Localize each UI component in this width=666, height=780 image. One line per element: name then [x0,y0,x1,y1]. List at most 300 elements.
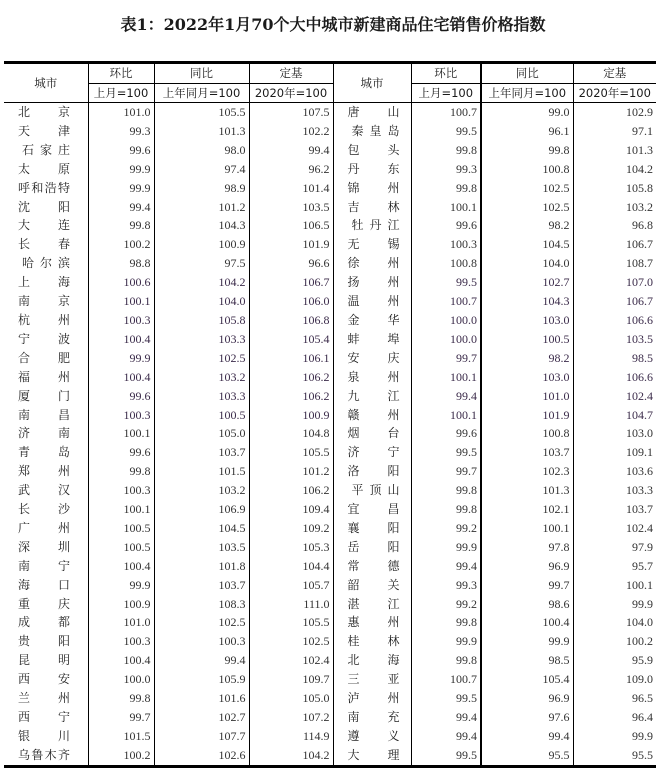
fixed-index-right: 103.3 [573,481,656,500]
yoy-index-left: 103.2 [154,368,249,387]
fixed-index-right: 99.9 [573,727,656,746]
table-body [4,103,656,767]
yoy-index-right: 98.5 [481,651,573,670]
city-name-left [4,254,88,273]
city-name-right [333,727,411,746]
yoy-index-right: 99.7 [481,576,573,595]
table-row [4,330,656,349]
yoy-index-right: 97.8 [481,538,573,557]
table-row [4,160,656,179]
city-label: 南昌 [18,407,70,422]
fixed-index-right: 106.7 [573,292,656,311]
yoy-index-left: 104.5 [154,519,249,538]
yoy-index-left: 103.3 [154,330,249,349]
city-name-left [4,727,88,746]
yoy-index-right: 96.9 [481,689,573,708]
fixed-index-right: 97.1 [573,122,656,141]
header-yoy-base-right: 上年同月=100 [481,84,573,103]
city-name-left [4,235,88,254]
city-label: 襄阳 [347,520,400,535]
city-label: 重庆 [18,596,70,611]
mom-index-left: 100.4 [88,330,154,349]
mom-index-right: 99.9 [411,538,481,557]
price-index-table [4,61,656,768]
city-name-left [4,311,88,330]
city-name-left [4,198,88,217]
table-title: 表1：2022年1月70个大中城市新建商品住宅销售价格指数 [120,15,546,34]
city-label: 上海 [18,275,70,290]
city-name-right [333,746,411,766]
city-name-left [4,368,88,387]
table-row [4,292,656,311]
fixed-index-right: 96.4 [573,708,656,727]
mom-index-right: 99.5 [411,443,481,462]
yoy-index-left: 101.8 [154,557,249,576]
fixed-index-right: 102.4 [573,387,656,406]
yoy-index-right: 100.1 [481,519,573,538]
city-label: 岳阳 [347,539,400,554]
city-name-left [4,651,88,670]
mom-index-right: 99.3 [411,576,481,595]
city-name-right [333,500,411,519]
city-name-right [333,103,411,122]
yoy-index-right: 102.5 [481,198,573,217]
fixed-index-right: 101.3 [573,141,656,160]
city-name-right [333,273,411,292]
mom-index-left: 101.5 [88,727,154,746]
city-name-left [4,122,88,141]
fixed-index-left: 105.7 [249,576,333,595]
fixed-index-right: 95.5 [573,746,656,766]
yoy-index-left: 103.7 [154,576,249,595]
city-label: 牡丹江 [351,218,400,233]
table-row [4,651,656,670]
city-name-left [4,689,88,708]
fixed-index-left: 114.9 [249,727,333,746]
mom-index-left: 100.3 [88,481,154,500]
city-name-right [333,519,411,538]
city-label: 北海 [347,653,400,668]
yoy-index-right: 105.4 [481,670,573,689]
city-label: 泸州 [347,691,400,706]
table-row [4,538,656,557]
city-label: 蚌埠 [347,331,400,346]
city-name-right [333,538,411,557]
fixed-index-left: 101.9 [249,235,333,254]
yoy-index-right: 103.0 [481,368,573,387]
fixed-index-left: 106.2 [249,387,333,406]
fixed-index-right: 106.6 [573,311,656,330]
mom-index-right: 100.1 [411,406,481,425]
yoy-index-left: 103.5 [154,538,249,557]
yoy-index-left: 102.5 [154,613,249,632]
yoy-index-right: 98.2 [481,216,573,235]
city-name-right [333,651,411,670]
mom-index-right: 100.8 [411,254,481,273]
yoy-index-left: 101.6 [154,689,249,708]
city-name-right [333,576,411,595]
city-label: 温州 [347,294,400,309]
yoy-index-right: 96.9 [481,557,573,576]
mom-index-left: 99.9 [88,179,154,198]
city-name-right [333,424,411,443]
table-row [4,613,656,632]
yoy-index-left: 105.5 [154,103,249,122]
city-name-right [333,613,411,632]
fixed-index-right: 109.1 [573,443,656,462]
city-label: 济南 [18,426,70,441]
yoy-index-right: 102.1 [481,500,573,519]
yoy-index-left: 103.7 [154,443,249,462]
fixed-index-left: 100.9 [249,406,333,425]
yoy-index-right: 98.6 [481,595,573,614]
table-row [4,122,656,141]
mom-index-right: 99.4 [411,727,481,746]
fixed-index-right: 96.8 [573,216,656,235]
mom-index-left: 100.1 [88,500,154,519]
fixed-index-left: 102.2 [249,122,333,141]
fixed-index-left: 103.5 [249,198,333,217]
city-name-right [333,349,411,368]
city-name-left [4,349,88,368]
city-label: 石家庄 [22,142,70,157]
mom-index-right: 99.8 [411,141,481,160]
city-label: 海口 [18,577,70,592]
header-yoy-left: 同比 [154,63,249,84]
city-label: 大理 [347,747,400,762]
fixed-index-left: 104.8 [249,424,333,443]
table-row [4,179,656,198]
header-city-left: 城市 [4,63,88,103]
table-row [4,141,656,160]
mom-index-left: 100.3 [88,406,154,425]
mom-index-left: 99.7 [88,708,154,727]
fixed-index-left: 106.7 [249,273,333,292]
mom-index-right: 100.3 [411,235,481,254]
city-name-right [333,595,411,614]
mom-index-left: 99.8 [88,689,154,708]
fixed-index-right: 96.5 [573,689,656,708]
table-row [4,235,656,254]
city-label: 长春 [18,237,70,252]
yoy-index-left: 101.3 [154,122,249,141]
city-label: 桂林 [347,634,400,649]
mom-index-right: 99.3 [411,160,481,179]
city-name-right [333,160,411,179]
city-label: 乌鲁木齐 [18,747,70,762]
table-row [4,349,656,368]
fixed-index-left: 107.2 [249,708,333,727]
fixed-index-left: 105.5 [249,443,333,462]
fixed-index-right: 103.5 [573,330,656,349]
yoy-index-right: 100.8 [481,424,573,443]
mom-index-right: 99.4 [411,387,481,406]
fixed-index-left: 99.4 [249,141,333,160]
city-label: 九江 [347,388,400,403]
city-label: 沈阳 [18,199,70,214]
table-row [4,727,656,746]
mom-index-right: 99.8 [411,179,481,198]
mom-index-left: 99.8 [88,462,154,481]
yoy-index-left: 104.0 [154,292,249,311]
yoy-index-left: 97.5 [154,254,249,273]
city-name-left [4,670,88,689]
city-label: 湛江 [347,596,400,611]
city-name-right [333,254,411,273]
yoy-index-right: 103.7 [481,443,573,462]
yoy-index-right: 102.7 [481,273,573,292]
fixed-index-left: 107.5 [249,103,333,122]
yoy-index-right: 102.5 [481,179,573,198]
mom-index-left: 99.9 [88,160,154,179]
fixed-index-right: 108.7 [573,254,656,273]
fixed-index-left: 105.4 [249,330,333,349]
city-label: 韶关 [347,577,400,592]
city-label: 北京 [18,105,70,119]
city-label: 扬州 [347,275,400,290]
city-name-left [4,595,88,614]
mom-index-left: 101.0 [88,103,154,122]
fixed-index-left: 111.0 [249,595,333,614]
table-row [4,576,656,595]
mom-index-right: 100.0 [411,330,481,349]
city-name-left [4,613,88,632]
table-row [4,406,656,425]
header-yoy-right: 同比 [481,63,573,84]
table-row [4,198,656,217]
table-row [4,708,656,727]
yoy-index-right: 97.6 [481,708,573,727]
header-mom-left: 环比 [88,63,154,84]
fixed-index-right: 106.6 [573,368,656,387]
yoy-index-left: 102.6 [154,746,249,766]
fixed-index-left: 106.2 [249,481,333,500]
mom-index-left: 100.3 [88,632,154,651]
table-row [4,443,656,462]
city-name-right [333,235,411,254]
fixed-index-left: 96.6 [249,254,333,273]
yoy-index-left: 103.3 [154,387,249,406]
city-label: 武汉 [18,483,70,498]
city-name-left [4,387,88,406]
mom-index-right: 99.6 [411,424,481,443]
city-name-right [333,368,411,387]
yoy-index-left: 101.5 [154,462,249,481]
city-name-right [333,462,411,481]
mom-index-right: 100.0 [411,311,481,330]
mom-index-left: 100.9 [88,595,154,614]
fixed-index-right: 103.6 [573,462,656,481]
city-name-left [4,160,88,179]
header-city-right: 城市 [333,63,411,103]
yoy-index-right: 98.2 [481,349,573,368]
yoy-index-left: 97.4 [154,160,249,179]
yoy-index-right: 100.4 [481,613,573,632]
city-name-left [4,519,88,538]
mom-index-right: 99.4 [411,557,481,576]
city-label: 宁波 [18,331,70,346]
city-label: 常德 [347,558,400,573]
table-row [4,254,656,273]
city-label: 合肥 [18,350,70,365]
city-name-right [333,689,411,708]
table-row [4,632,656,651]
city-label: 三亚 [347,672,400,687]
fixed-index-left: 106.0 [249,292,333,311]
header-yoy-base-left: 上年同月=100 [154,84,249,103]
city-name-left [4,103,88,122]
yoy-index-left: 108.3 [154,595,249,614]
mom-index-left: 99.3 [88,122,154,141]
yoy-index-right: 100.8 [481,160,573,179]
city-label: 平顶山 [351,483,400,498]
yoy-index-left: 98.0 [154,141,249,160]
mom-index-left: 100.5 [88,519,154,538]
city-name-left [4,424,88,443]
city-name-left [4,292,88,311]
mom-index-left: 99.6 [88,443,154,462]
mom-index-left: 100.0 [88,670,154,689]
city-label: 大连 [18,218,70,233]
city-label: 西宁 [18,710,70,724]
city-name-right [333,330,411,349]
fixed-index-right: 97.9 [573,538,656,557]
city-label: 广州 [18,520,70,535]
city-name-right [333,311,411,330]
city-label: 锦州 [347,180,400,195]
fixed-index-right: 103.0 [573,424,656,443]
mom-index-left: 99.9 [88,576,154,595]
yoy-index-right: 96.1 [481,122,573,141]
mom-index-right: 99.5 [411,689,481,708]
city-label: 呼和浩特 [18,180,70,195]
fixed-index-right: 103.2 [573,198,656,217]
header-mom-right: 环比 [411,63,481,84]
city-name-right [333,406,411,425]
mom-index-left: 99.8 [88,216,154,235]
header-fixed-base-left: 2020年=100 [249,84,333,103]
mom-index-right: 99.7 [411,462,481,481]
table-row [4,500,656,519]
fixed-index-right: 103.7 [573,500,656,519]
yoy-index-right: 104.0 [481,254,573,273]
city-name-right [333,670,411,689]
city-label: 成都 [18,615,70,630]
fixed-index-right: 107.0 [573,273,656,292]
header-mom-base-left: 上月=100 [88,84,154,103]
city-label: 银川 [18,728,70,743]
city-label: 泉州 [347,369,400,384]
yoy-index-right: 102.3 [481,462,573,481]
table-row [4,481,656,500]
yoy-index-left: 104.2 [154,273,249,292]
city-label: 贵阳 [18,634,70,649]
mom-index-left: 101.0 [88,613,154,632]
fixed-index-left: 104.2 [249,746,333,766]
mom-index-right: 99.7 [411,349,481,368]
table-row [4,519,656,538]
yoy-index-left: 100.9 [154,235,249,254]
city-name-right [333,141,411,160]
table-row [4,595,656,614]
city-label: 宜昌 [347,502,400,517]
yoy-index-right: 99.9 [481,632,573,651]
yoy-index-left: 105.8 [154,311,249,330]
city-name-right [333,198,411,217]
city-name-left [4,538,88,557]
city-label: 洛阳 [347,464,400,479]
yoy-index-left: 100.5 [154,406,249,425]
city-label: 吉林 [347,199,400,214]
mom-index-left: 99.6 [88,387,154,406]
yoy-index-right: 101.9 [481,406,573,425]
table-row [4,689,656,708]
fixed-index-left: 105.0 [249,689,333,708]
mom-index-right: 99.4 [411,708,481,727]
city-label: 天津 [18,123,70,138]
fixed-index-left: 104.4 [249,557,333,576]
city-label: 金华 [347,312,400,327]
table-row [4,670,656,689]
fixed-index-left: 109.4 [249,500,333,519]
fixed-index-right: 95.9 [573,651,656,670]
fixed-index-left: 102.4 [249,651,333,670]
fixed-index-right: 100.1 [573,576,656,595]
fixed-index-right: 106.7 [573,235,656,254]
city-name-right [333,387,411,406]
mom-index-left: 100.2 [88,235,154,254]
mom-index-left: 100.2 [88,746,154,766]
mom-index-right: 100.7 [411,103,481,122]
fixed-index-right: 105.8 [573,179,656,198]
fixed-index-left: 106.5 [249,216,333,235]
city-label: 烟台 [347,426,400,441]
city-label: 赣州 [347,407,400,422]
city-label: 厦门 [18,388,70,403]
yoy-index-left: 107.7 [154,727,249,746]
city-name-left [4,632,88,651]
city-name-right [333,122,411,141]
table-row [4,746,656,766]
city-name-left [4,708,88,727]
yoy-index-right: 100.5 [481,330,573,349]
mom-index-left: 100.4 [88,651,154,670]
city-name-right [333,632,411,651]
mom-index-right: 100.1 [411,198,481,217]
mom-index-left: 99.4 [88,198,154,217]
city-name-left [4,462,88,481]
fixed-index-right: 99.9 [573,595,656,614]
fixed-index-right: 104.0 [573,613,656,632]
fixed-index-left: 106.2 [249,368,333,387]
yoy-index-right: 104.3 [481,292,573,311]
mom-index-right: 99.8 [411,500,481,519]
city-name-left [4,273,88,292]
fixed-index-left: 109.2 [249,519,333,538]
header-fixed-left: 定基 [249,63,333,84]
yoy-index-right: 101.0 [481,387,573,406]
mom-index-left: 100.5 [88,538,154,557]
city-name-right [333,179,411,198]
yoy-index-right: 104.5 [481,235,573,254]
city-name-left [4,500,88,519]
city-name-left [4,216,88,235]
fixed-index-left: 96.2 [249,160,333,179]
mom-index-left: 100.4 [88,368,154,387]
city-name-right [333,216,411,235]
fixed-index-right: 95.7 [573,557,656,576]
fixed-index-left: 105.5 [249,613,333,632]
